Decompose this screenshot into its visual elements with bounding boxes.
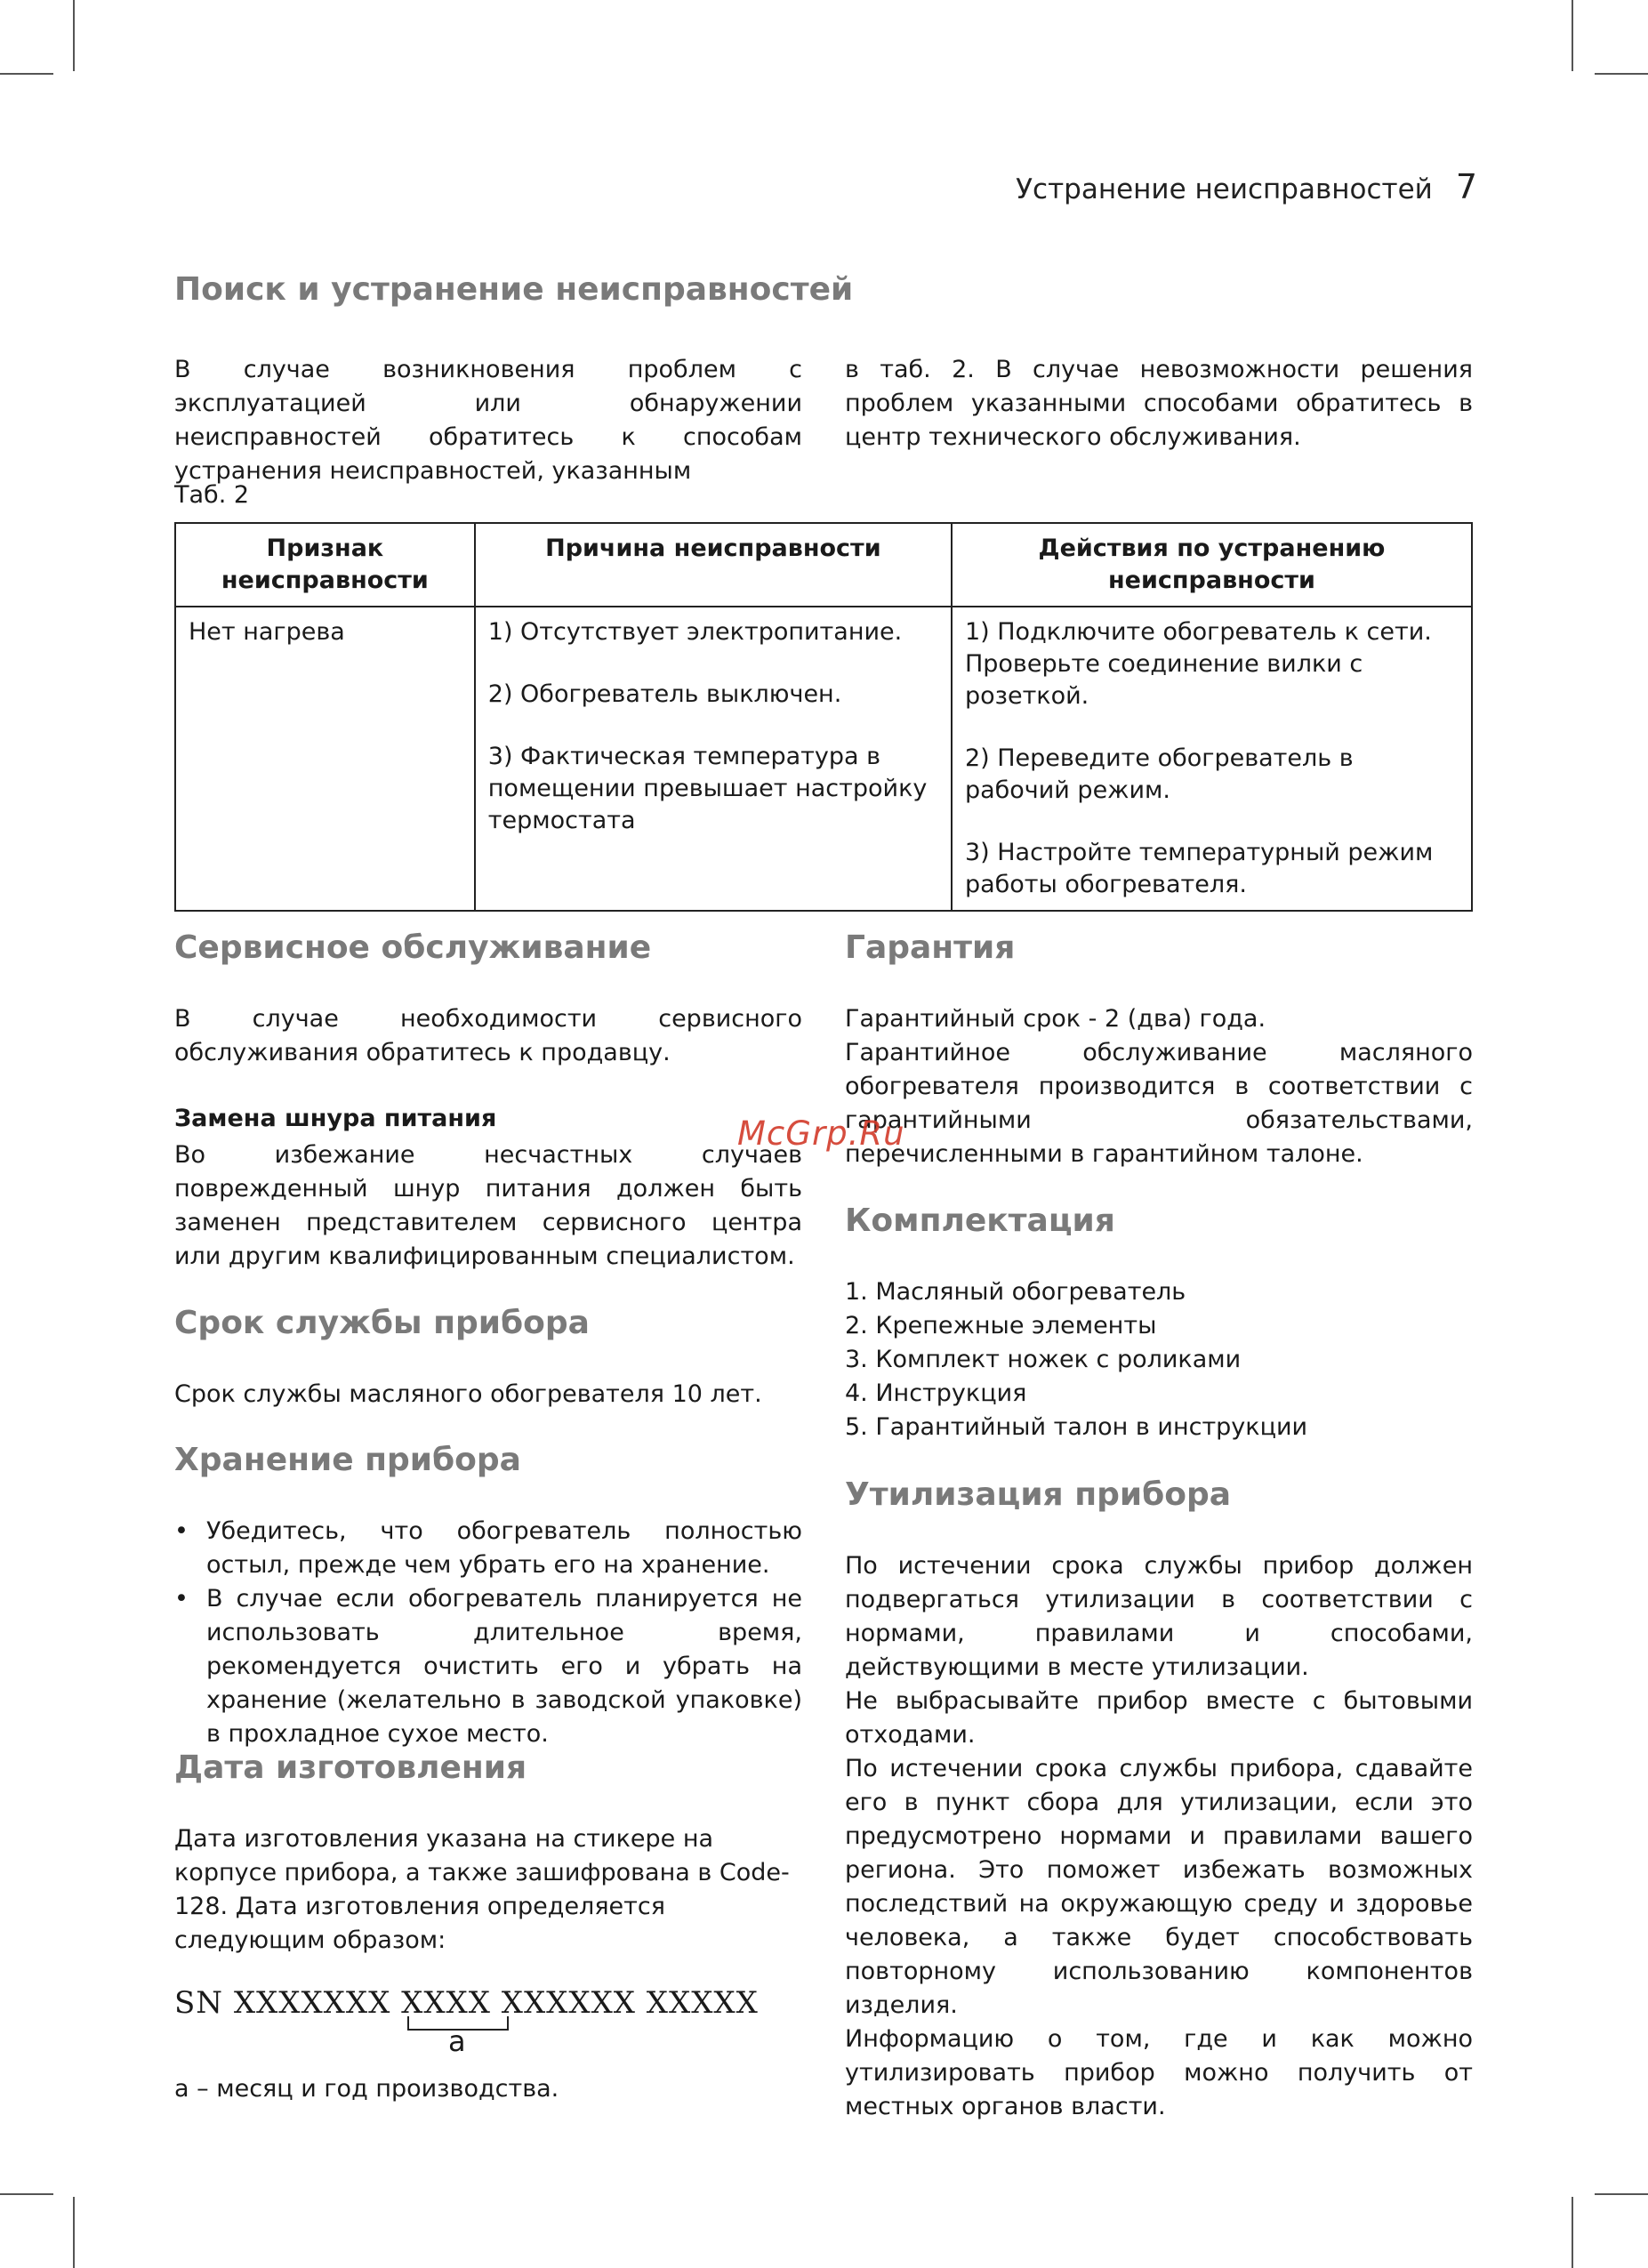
action-cell xyxy=(952,607,1472,911)
header-section-title: Устранение неисправностей xyxy=(1016,173,1433,205)
disposal-p1: По истечении срока службы прибор должен подвергаться утилизации в соответствии с нормами, правилами и способами, действующими в месте утилизации. xyxy=(845,1552,1473,1681)
package-title: Комплектация xyxy=(845,1202,1115,1239)
disposal-p3: По истечении срока службы прибора, сдавайте его в пункт сбора для утилизации, если это предусмотрено нормами и правилами вашего региона. Это поможет избежать возможных последствий на окружающую среду и здоровье человека, а также будет способствовать повторному использованию компонентов изделия. xyxy=(845,1755,1473,2019)
cause-item: 3) Фактическая температура в помещении превышает настройку термостата xyxy=(487,743,928,834)
crop-mark xyxy=(1572,0,1573,71)
disposal-p2: Не выбрасывайте прибор вместе с бытовыми отходами. xyxy=(845,1687,1473,1749)
list-item: 5. Гарантийный талон в инструкции xyxy=(845,1413,1308,1441)
troubleshoot-intro-right: в таб. 2. В случае невозможности решения проблем указанными способами обратитесь в центр технического обслуживания. xyxy=(845,356,1473,451)
sn-code: XXXX xyxy=(401,1985,491,2021)
cause-cell xyxy=(475,607,952,911)
troubleshoot-intro-left: В случае возникновения проблем с эксплуатацией или обнаружении неисправностей обратитесь к способам устранения неисправностей, указанным xyxy=(174,356,802,485)
list-item: • В случае если обогреватель планируется не использовать длительное время, рекомендуется очистить его и убрать на хранение (желательно в заводской упаковке) в прохладное сухое место. xyxy=(174,1582,802,1751)
table-row xyxy=(175,607,1472,911)
service-title: Сервисное обслуживание xyxy=(174,929,652,966)
cord-text: Во избежание несчастных случаев поврежденный шнур питания должен быть заменен представителем сервисного центра или другим квалифицированным специалистом. xyxy=(174,1141,802,1270)
bullet-icon: • xyxy=(174,1585,189,1613)
package-list xyxy=(845,1275,1473,1444)
col-header-action: Действия по устранению неисправности xyxy=(952,523,1472,607)
troubleshoot-table xyxy=(174,522,1473,912)
cause-item: 1) Отсутствует электропитание. xyxy=(487,618,903,646)
col-header-symptom: Признак неисправности xyxy=(175,523,475,607)
storage-list xyxy=(174,1515,802,1751)
manufacture-title: Дата изготовления xyxy=(174,1749,527,1786)
service-text: В случае необходимости сервисного обслуживания обратитесь к продавцу. xyxy=(174,1005,802,1066)
lifetime-text: Срок службы масляного обогревателя 10 лет. xyxy=(174,1380,762,1408)
table-header-row xyxy=(175,523,1472,607)
crop-mark xyxy=(0,73,53,75)
crop-mark xyxy=(0,2193,53,2195)
action-item: 1) Подключите обогреватель к сети. Проверьте соединение вилки с розеткой. xyxy=(964,618,1432,710)
action-item: 2) Переведите обогреватель в рабочий режим. xyxy=(964,744,1354,804)
warranty-line2: Гарантийное обслуживание масляного обогревателя производится в соответствии с гарантийными обязательствами, перечисленными в гарантийном талоне. xyxy=(845,1039,1473,1168)
sn-label: a xyxy=(448,2024,466,2058)
storage-title: Хранение прибора xyxy=(174,1442,521,1478)
troubleshoot-title: Поиск и устранение неисправностей xyxy=(174,271,854,308)
list-item: 3. Комплект ножек с роликами xyxy=(845,1346,1242,1373)
cause-item: 2) Обогреватель выключен. xyxy=(487,680,842,708)
crop-mark xyxy=(73,2197,75,2268)
symptom-cell: Нет нагрева xyxy=(175,607,475,911)
list-item: 2. Крепежные элементы xyxy=(845,1312,1157,1339)
list-item: 1. Масляный обогреватель xyxy=(845,1278,1186,1306)
crop-mark xyxy=(73,0,75,71)
col-header-cause: Причина неисправности xyxy=(475,523,952,607)
page-header xyxy=(978,167,1477,206)
disposal-p4: Информацию о том, где и как можно утилизировать прибор можно получить от местных органов власти. xyxy=(845,2025,1473,2120)
serial-number-format xyxy=(174,1985,759,2021)
manufacture-text: Дата изготовления указана на стикере на корпусе прибора, а также зашифрована в Code-128. Дата изготовления определяется следующим образом: xyxy=(174,1825,790,1954)
cord-title: Замена шнура питания xyxy=(174,1105,497,1132)
manufacture-legend: a – месяц и год производства. xyxy=(174,2075,559,2103)
page-number: 7 xyxy=(1455,167,1477,206)
warranty-line1: Гарантийный срок - 2 (два) года. xyxy=(845,1005,1266,1033)
lifetime-title: Срок службы прибора xyxy=(174,1305,590,1341)
crop-mark xyxy=(1595,2193,1648,2195)
watermark: McGrp.Ru xyxy=(737,1114,905,1153)
table-caption: Таб. 2 xyxy=(174,481,250,509)
bullet-icon: • xyxy=(174,1517,189,1545)
warranty-title: Гарантия xyxy=(845,929,1016,966)
crop-mark xyxy=(1595,73,1648,75)
list-item: • Убедитесь, что обогреватель полностью остыл, прежде чем убрать его на хранение. xyxy=(174,1515,802,1582)
disposal-title: Утилизация прибора xyxy=(845,1476,1232,1513)
list-item: 4. Инструкция xyxy=(845,1379,1027,1407)
sn-prefix: SN XXXXXXX xyxy=(174,1985,391,2021)
disposal-body xyxy=(845,1549,1473,2124)
sn-suffix: XXXXXX XXXXX xyxy=(501,1985,759,2021)
action-item: 3) Настройте температурный режим работы обогревателя. xyxy=(964,839,1434,898)
crop-mark xyxy=(1572,2197,1573,2268)
